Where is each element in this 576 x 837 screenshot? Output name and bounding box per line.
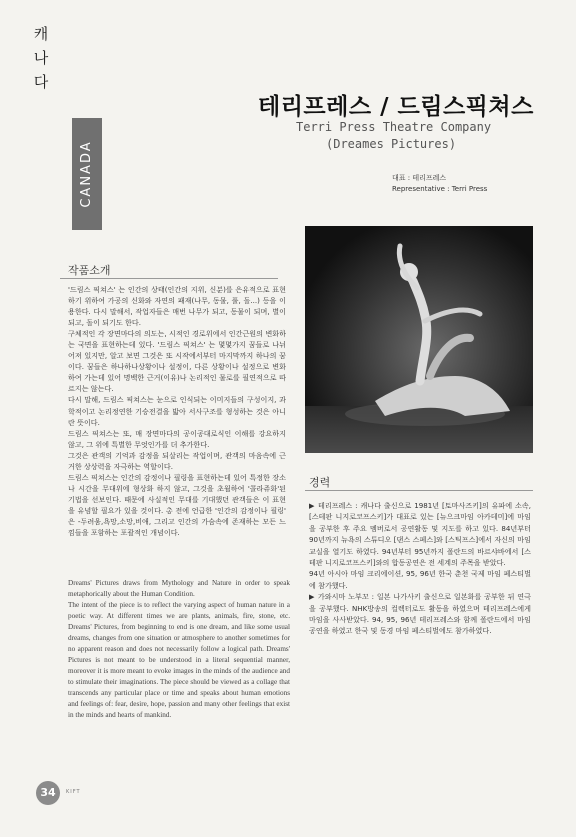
paragraph: 구체적인 각 장면마다의 의도는, 시적인 경로위에서 인간근원의 변화하는 국면을 표현하는데 있다. '드림스 픽쳐스' 는 몇몇가지 꿈들로 나뉘어져 있지만, 알고 보면 그것은 또 시작에서부터 마지막까지 하나의 꿈이다. 꿈들은 하나하나상황이나 설정이, 다른 상황이나 설정으로 변화하여 가는데 있어 명백한 근거(이유)나 논리적인 물로를 필연적으로 따르지는 않는다.: [68, 329, 286, 394]
page-number: 34: [36, 781, 60, 805]
english-title: Terri Press Theatre Company: [296, 120, 492, 134]
representative-korean: 대표 : 테리프레스: [392, 174, 447, 182]
career-heading: 경력: [309, 476, 331, 489]
country-char: 캐: [33, 25, 49, 43]
country-char: 다: [33, 73, 49, 91]
paragraph: '드림스 픽쳐스' 는 인간의 상태(인간의 지위, 신분)를 은유적으로 표현하기 위하여 가공의 신화와 자연의 패재(나무, 동물, 풀, 돌...) 등을 이용한다. 다시 말해서, 작업자들은 매번 나무가 되고, 동물이 되며, 별이 되고, 돌이 되기도 한다.: [68, 285, 286, 328]
country-tab: [72, 118, 102, 230]
representative-english: Representative : Terri Press: [392, 185, 488, 193]
work-intro-english: [68, 578, 290, 721]
english-subtitle: (Dreames Pictures): [326, 137, 457, 151]
work-intro-korean: [68, 284, 286, 538]
paragraph: The intent of the piece is to reflect the varying aspect of human nature in a poetic way. At different times we are plants, animals, fire, stone, etc. Dreams' Pictures, from beginning to end is one dream, and like some usual dreams, changes from one situation or atmosphere to another sometimes for no apparent reason and does not necessarily follow a logical path. Dreams' Pictures is not meant to be understood in a literal sequential manner, moreover it is more meant to evoke images in the minds of the audience and to stimulate their imaginations. The piece should be viewed as a collage that transcends any particular place or time and speaks about human emotions and feelings of: fear, desire, hope, passion and many other feelings that exist in the minds and hearts of mankind.: [68, 601, 290, 719]
paragraph: 94년 아시아 마임 크리에이션, 95, 96년 한국 춘천 국제 마임 페스티벌에 참가했다.: [309, 569, 531, 590]
paragraph: 그것은 관객의 기억과 감정을 되살리는 작업이며, 관객의 마음속에 근거한 상상력을 자극하는 역할이다.: [68, 450, 286, 471]
career-text: [309, 500, 531, 637]
performer-illustration: [305, 226, 533, 453]
country-char: 나: [33, 49, 49, 67]
page-title: 테리프레스 / 드림스픽쳐스: [258, 94, 534, 120]
country-english-label: CANADA: [79, 140, 94, 208]
divider: [60, 278, 278, 279]
paragraph: 드림스 픽쳐스는 또, 매 장면마다의 공이공대로식인 이해를 강요하지 않고, 그 위에 특별한 무엇인가를 더 추가한다.: [68, 428, 286, 449]
paragraph: Dreams' Pictures draws from Mythology and Nature in order to speak metaphorically about the Human Condition.: [68, 579, 290, 598]
paragraph: 다시 말해, 드림스 픽쳐스는 눈으로 인식되는 이미지들의 구성이지, 과학적이고 논리정연한 기승전결을 밟아 서사구조를 형성하는 것은 아니란 뜻이다.: [68, 395, 286, 427]
paragraph: ▶ 테리프레스 : 캐나다 출신으로 1981년 [토마사즈키]의 유파에 소속, [스테판 니지로코프스키]가 대표로 있는 [뉴으크마임 아카데미]에 마임을 공부한 후 주요 멤버로서 공연활동 및 지도를 하고 있다. 84년부터 90년까지 뉴욕의 스튜디오 [댄스 스페스]와 [스틱프스]에서 자신의 마임 교실을 열기도 하였다. 94년부터 95년까지 폴란드의 바르샤바에서 [스테판 니지로코프스키]와의 합동공연은 전 세계의 주목을 받았다.: [309, 501, 531, 568]
mime-performer-photo: [305, 226, 533, 453]
divider: [305, 490, 533, 491]
footer-text: KIFT: [66, 789, 81, 795]
paragraph: 드림스 픽쳐스는 인간의 감정이나 필링을 표현하는데 있어 특정한 장소나 시간을 무대위에 형상화 하지 않고, 그것을 초월하여 '콜라쥬화'된 기법을 선보인다. 때문에 사실적인 무대를 기대했던 관객들은 이 표현을 유념할 필요가 있을 것이다. 총 전에 언급한 '인간의 감정이나 필링' 은 -두려움,욕망,소망,비애, 그리고 인간의 가슴속에 존재하는 모든 느낌들을 포함하는 포괄적인 개념이다.: [68, 472, 286, 538]
work-intro-heading: 작품소개: [68, 264, 111, 277]
country-korean-label: [30, 22, 52, 94]
paragraph: ▶ 가와시마 노부꼬 : 일본 나가사키 출신으로 일본화를 공부한 뒤 연극을 공부했다. NHK방송의 컬렉터로도 활동을 하였으며 테리프레스에게 마임을 사사받았다. 94, 95, 96년 테리프레스와 함께 폴란드에서 마임 공연을 하였고 한국 및 동경 마임 페스티벌에도 참가하였다.: [309, 592, 531, 636]
